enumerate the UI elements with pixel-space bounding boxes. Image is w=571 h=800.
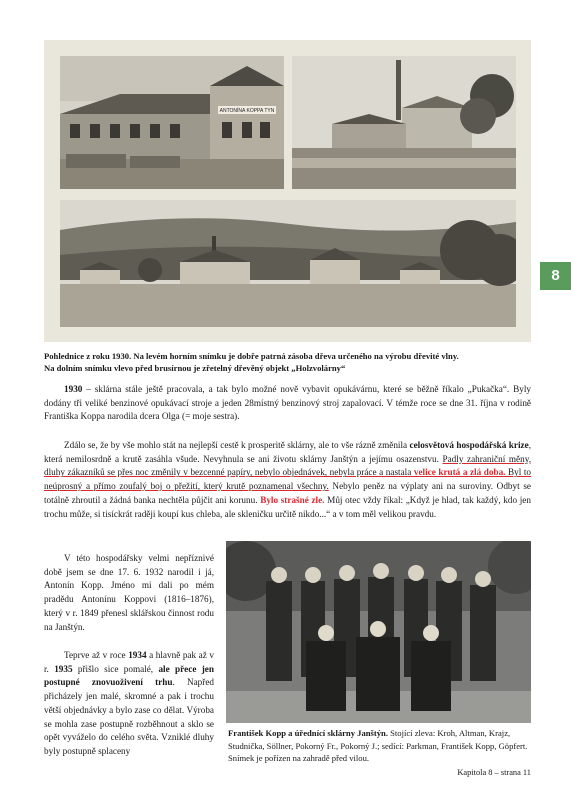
- recovery-text-c: přišlo sice pomalé,: [72, 663, 159, 674]
- photo-factory-chimney: [292, 56, 516, 189]
- paragraph-1930-text: – sklárna stále ještě pracovala, a tak bylo možné nově vybavit opukávárnu, které se běžně říkalo „Pukačka“. Byly dodány tři veliké benzinové opukávací stroje a jeden 28místný benzinový stroj zapalovací. V témže roce se dne 31. října v rodině Františka Koppa narodila dcera Olga (= moje sestra).: [44, 384, 531, 422]
- group-caption-text: Stojící zleva: Kroh, Altman, Krajz, Studnička, Söllner, Pokorný Fr., Pokorný J.; sedící: Parkman, František Kopp, Göpfert. Snímek je pořízen na zahradě před vilou.: [228, 728, 528, 764]
- group-caption-bold: František Kopp a úřednící sklárny Janštýn.: [228, 728, 388, 738]
- crisis-underline-1: Padly zahraniční měny, dluhy zákazníků se přes noc změnily v bezcenné papíry, nebylo objednávek, nebyla práce a nastala: [44, 453, 531, 478]
- group-photo-caption: [228, 727, 531, 765]
- recovery-text-b: a hlavně pak až v r.: [44, 650, 214, 674]
- factory-sign: ANTONÍNA KOPPA TYN: [219, 108, 275, 114]
- year-1935: 1935: [54, 663, 73, 674]
- crisis-red-2: Bylo strašné zle.: [260, 494, 325, 505]
- recovery-bold: ale přece jen postupné znovuoživení trhu: [44, 663, 214, 688]
- chapter-tab[interactable]: 8: [540, 262, 571, 290]
- photo-factory-building: [60, 56, 284, 189]
- crisis-underline-2: Byl to neúprosný a přímo zoufalý boj o přežití, který krutě poznamenal všechny.: [44, 467, 531, 492]
- paragraph-crisis: [44, 439, 531, 521]
- paragraph-1930: [44, 383, 531, 424]
- crisis-text-c: Nebylo peněz na výplaty ani na suroviny. Odbyt se totálně zhroutil a žádná banka nechtěla půjčit ani korunu.: [44, 481, 531, 505]
- photo-village-panorama: [60, 200, 516, 327]
- crisis-bold: celosvětová hospodářská krize: [409, 440, 529, 450]
- postcard-caption: [44, 350, 531, 374]
- postcard-1930: [44, 40, 531, 342]
- crisis-text-d: Můj otec vždy říkal: „Když je hlad, tak každý, kdo jen trochu může, si tisíckrát raději koupí kus chleba, ale skleničku určitě nikdo...“ a v tom měl velikou pravdu.: [44, 494, 531, 519]
- postcard-caption-line-1: Pohlednice z roku 1930. Na levém horním snímku je dobře patrná zásoba dřeva určeného na výrobu dřevité vlny.: [44, 351, 459, 361]
- crisis-text-a: Zdálo se, že by vše mohlo stát na nejlepší cestě k prosperitě sklárny, ale to vše rázně změnila: [64, 440, 410, 450]
- year-1930: 1930: [64, 384, 83, 394]
- paragraph-recovery: [44, 649, 214, 759]
- group-photo: [226, 541, 531, 723]
- crisis-text-b: , která nemilosrdně a krutě zasáhla všude. Nevyhnula se ani životu sklárny Janštýn a jejímu osazenstvu.: [44, 440, 531, 464]
- recovery-text-d: . Napřed přicházely jen malé, skromné a pak i trochu větší objednávky a bylo zase co dělat. Výroba se mohla zase postupně rozběhnout a sklo se opět vyváželo do celého světa. Vzniklé dluhy byly postupně splaceny: [44, 677, 214, 756]
- paragraph-birth: V této hospodářsky velmi nepříznivé době jsem se dne 17. 6. 1932 narodil i já, Antonín Kopp. Jméno mi dali po mém pradědu Antonínu Koppovi (1816–1876), který v r. 1849 přenesl sklářskou činnost rodu na Janštýn.: [44, 553, 214, 632]
- postcard-caption-line-2: Na dolním snímku vlevo před brusírnou je zřetelný dřevěný objekt „Holzvolárny“: [44, 363, 346, 374]
- page-footer: Kapitola 8 – strana 11: [457, 768, 531, 777]
- year-1934: 1934: [128, 650, 147, 660]
- crisis-red-1: velice krutá a zlá doba.: [413, 467, 506, 478]
- recovery-text-a: Teprve až v roce: [64, 650, 129, 660]
